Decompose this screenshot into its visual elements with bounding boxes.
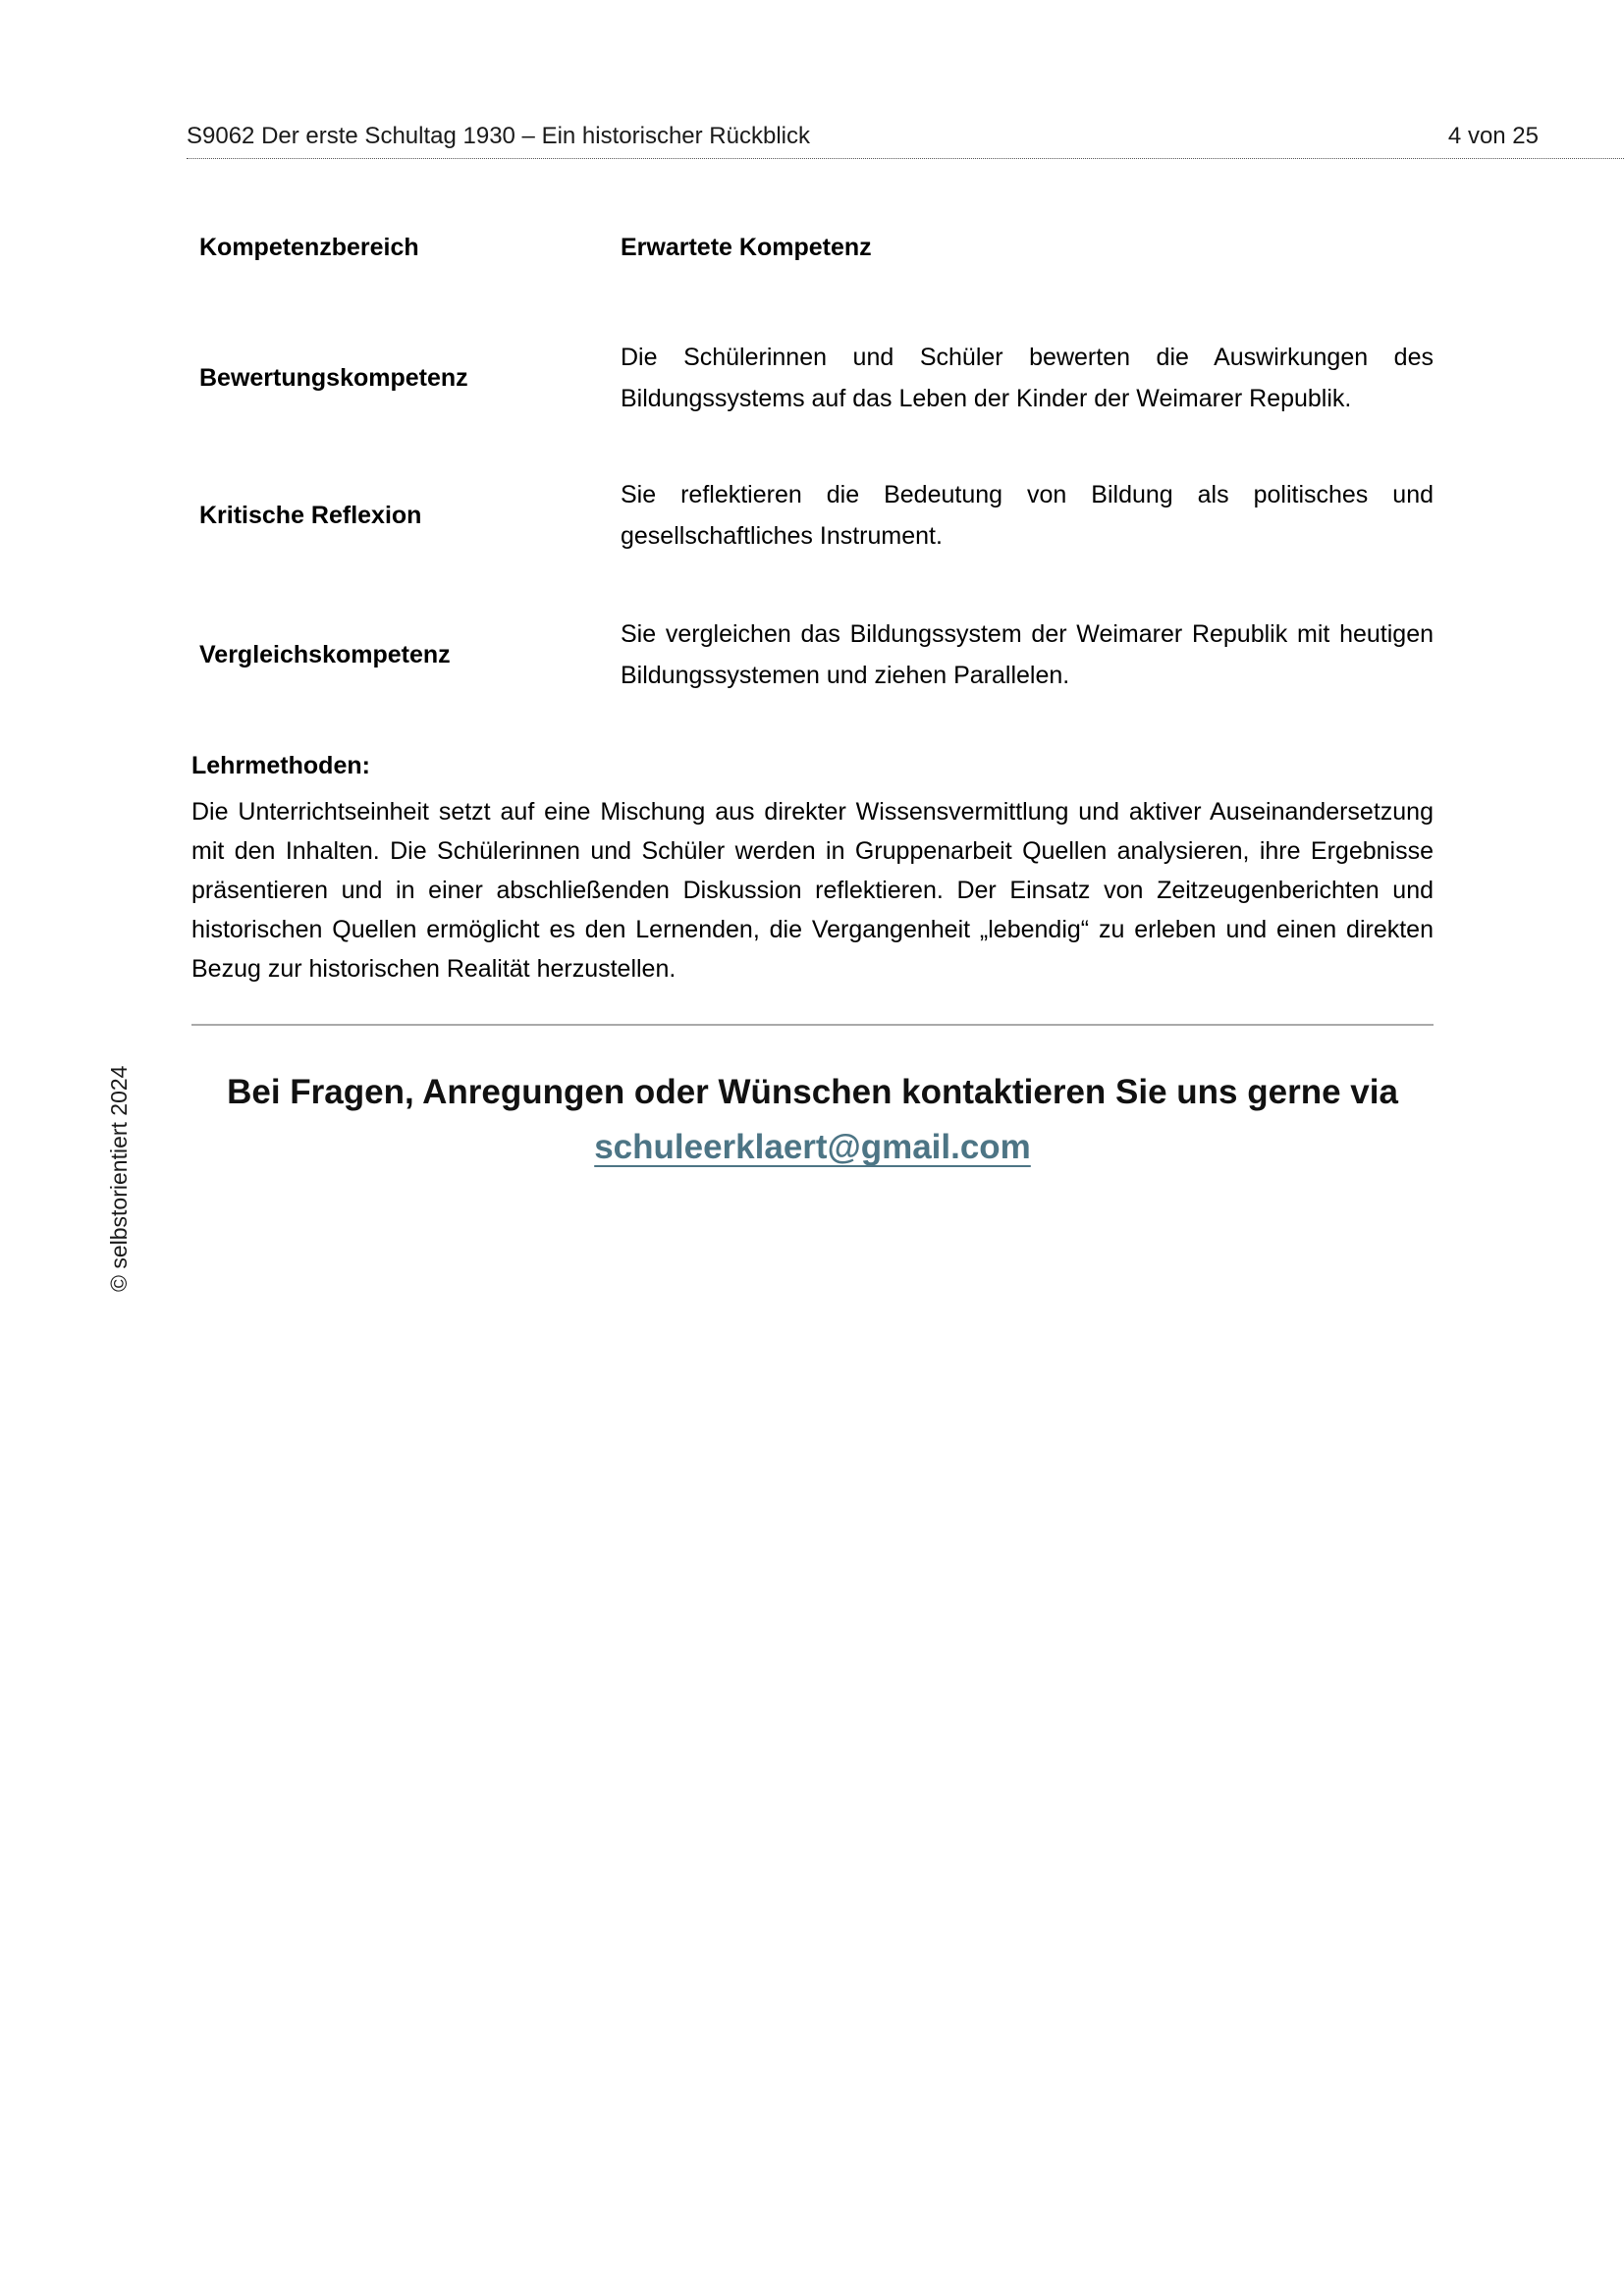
row-label-vergleichskompetenz: Vergleichskompetenz — [199, 641, 451, 668]
row-label-kritische-reflexion: Kritische Reflexion — [199, 502, 422, 529]
contact-email-link[interactable]: schuleerklaert@gmail.com — [594, 1128, 1031, 1166]
content-area — [191, 233, 1434, 1170]
table-row — [191, 337, 1434, 419]
row-label-bewertungskompetenz: Bewertungskompetenz — [199, 364, 468, 392]
methods-heading: Lehrmethoden: — [191, 752, 370, 779]
row-text: Sie vergleichen das Bildungssystem der Weimarer Republik mit heutigen Bildungssystemen und ziehen Parallelen. — [621, 620, 1434, 689]
copyright-vertical-label: © selbstorientiert 2024 — [106, 1065, 132, 1292]
contact-heading: Bei Fragen, Anregungen oder Wünschen kontaktieren Sie uns gerne via — [227, 1073, 1398, 1111]
table-row — [191, 614, 1434, 696]
row-text: Sie reflektieren die Bedeutung von Bildung als politisches und gesellschaftliches Instrument. — [621, 481, 1434, 550]
table-header-row — [191, 233, 1434, 262]
page-number: 4 von 25 — [1447, 123, 1539, 149]
methods-paragraph: Die Unterrichtseinheit setzt auf eine Mischung aus direkter Wissensvermittlung und aktiver Auseinandersetzung mit den Inhalten. Die Schülerinnen und Schüler werden in Gruppenarbeit Quellen analysieren, ihre Ergebnisse präsentieren und in einer abschließenden Diskussion reflektieren. Der Einsatz von Zeitzeugenberichten und historischen Quellen ermöglicht es den Lernenden, die Vergangenheit „lebendig“ zu erleben und einen direkten Bezug zur historischen Realität herzustellen. — [191, 798, 1434, 983]
row-text: Die Schülerinnen und Schüler bewerten die Auswirkungen des Bildungssystems auf das Leben der Kinder der Weimarer Republik. — [621, 344, 1434, 412]
column-header-competence: Erwartete Kompetenz — [621, 234, 872, 261]
section-divider — [191, 1024, 1434, 1026]
competence-table — [191, 233, 1434, 696]
page-header — [187, 120, 1624, 159]
table-row — [191, 474, 1434, 557]
header-title: S9062 Der erste Schultag 1930 – Ein historischer Rückblick — [187, 123, 810, 149]
contact-email-line — [191, 1128, 1434, 1170]
column-header-area: Kompetenzbereich — [199, 234, 419, 261]
